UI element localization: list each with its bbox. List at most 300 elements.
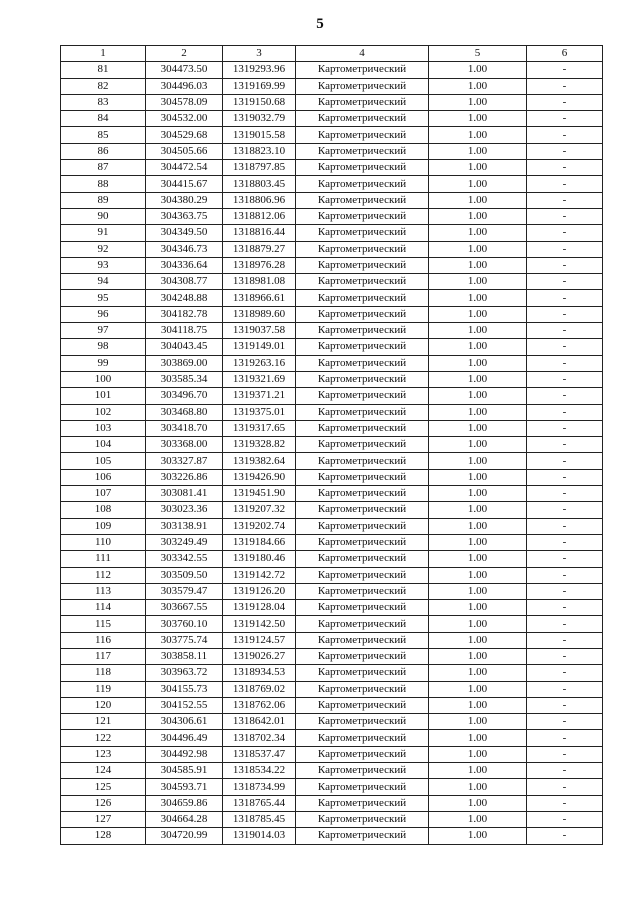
table-row xyxy=(61,323,603,339)
table-row xyxy=(61,143,603,159)
method-cell: Картометрический xyxy=(296,616,429,632)
y-coordinate-cell: 1318762.06 xyxy=(223,697,296,713)
description-cell: - xyxy=(527,681,603,697)
point-number-cell: 125 xyxy=(61,779,146,795)
method-cell: Картометрический xyxy=(296,779,429,795)
point-number-cell: 89 xyxy=(61,192,146,208)
description-cell: - xyxy=(527,62,603,78)
table-row xyxy=(61,290,603,306)
point-number-cell: 88 xyxy=(61,176,146,192)
accuracy-cell: 1.00 xyxy=(429,306,527,322)
table-row xyxy=(61,339,603,355)
table-row xyxy=(61,779,603,795)
table-row xyxy=(61,551,603,567)
point-number-cell: 81 xyxy=(61,62,146,78)
y-coordinate-cell: 1318765.44 xyxy=(223,795,296,811)
x-coordinate-cell: 304585.91 xyxy=(146,763,223,779)
point-number-cell: 119 xyxy=(61,681,146,697)
x-coordinate-cell: 303869.00 xyxy=(146,355,223,371)
y-coordinate-cell: 1319032.79 xyxy=(223,111,296,127)
accuracy-cell: 1.00 xyxy=(429,632,527,648)
method-cell: Картометрический xyxy=(296,746,429,762)
accuracy-cell: 1.00 xyxy=(429,811,527,827)
method-cell: Картометрический xyxy=(296,486,429,502)
table-row xyxy=(61,176,603,192)
y-coordinate-cell: 1319328.82 xyxy=(223,437,296,453)
y-coordinate-cell: 1318806.96 xyxy=(223,192,296,208)
accuracy-cell: 1.00 xyxy=(429,241,527,257)
method-cell: Картометрический xyxy=(296,323,429,339)
point-number-cell: 107 xyxy=(61,486,146,502)
description-cell: - xyxy=(527,323,603,339)
point-number-cell: 117 xyxy=(61,648,146,664)
y-coordinate-cell: 1319371.21 xyxy=(223,388,296,404)
y-coordinate-cell: 1319026.27 xyxy=(223,648,296,664)
method-cell: Картометрический xyxy=(296,176,429,192)
y-coordinate-cell: 1319149.01 xyxy=(223,339,296,355)
x-coordinate-cell: 304346.73 xyxy=(146,241,223,257)
description-cell: - xyxy=(527,583,603,599)
accuracy-cell: 1.00 xyxy=(429,730,527,746)
table-row xyxy=(61,111,603,127)
method-cell: Картометрический xyxy=(296,371,429,387)
table-row xyxy=(61,502,603,518)
table-row xyxy=(61,518,603,534)
y-coordinate-cell: 1318797.85 xyxy=(223,160,296,176)
point-number-cell: 110 xyxy=(61,534,146,550)
accuracy-cell: 1.00 xyxy=(429,502,527,518)
accuracy-cell: 1.00 xyxy=(429,339,527,355)
x-coordinate-cell: 304308.77 xyxy=(146,274,223,290)
accuracy-cell: 1.00 xyxy=(429,143,527,159)
point-number-cell: 106 xyxy=(61,469,146,485)
point-number-cell: 124 xyxy=(61,763,146,779)
description-cell: - xyxy=(527,730,603,746)
y-coordinate-cell: 1319451.90 xyxy=(223,486,296,502)
x-coordinate-cell: 304380.29 xyxy=(146,192,223,208)
x-coordinate-cell: 303368.00 xyxy=(146,437,223,453)
column-header: 1 xyxy=(61,46,146,62)
point-number-cell: 96 xyxy=(61,306,146,322)
y-coordinate-cell: 1318642.01 xyxy=(223,714,296,730)
column-header: 3 xyxy=(223,46,296,62)
description-cell: - xyxy=(527,290,603,306)
y-coordinate-cell: 1318989.60 xyxy=(223,306,296,322)
table-row xyxy=(61,567,603,583)
description-cell: - xyxy=(527,143,603,159)
accuracy-cell: 1.00 xyxy=(429,681,527,697)
y-coordinate-cell: 1318976.28 xyxy=(223,257,296,273)
point-number-cell: 120 xyxy=(61,697,146,713)
point-number-cell: 82 xyxy=(61,78,146,94)
method-cell: Картометрический xyxy=(296,143,429,159)
x-coordinate-cell: 304659.86 xyxy=(146,795,223,811)
description-cell: - xyxy=(527,616,603,632)
description-cell: - xyxy=(527,225,603,241)
x-coordinate-cell: 304043.45 xyxy=(146,339,223,355)
point-number-cell: 97 xyxy=(61,323,146,339)
description-cell: - xyxy=(527,486,603,502)
description-cell: - xyxy=(527,339,603,355)
point-number-cell: 113 xyxy=(61,583,146,599)
x-coordinate-cell: 303496.70 xyxy=(146,388,223,404)
y-coordinate-cell: 1319150.68 xyxy=(223,94,296,110)
table-row xyxy=(61,811,603,827)
description-cell: - xyxy=(527,127,603,143)
accuracy-cell: 1.00 xyxy=(429,518,527,534)
accuracy-cell: 1.00 xyxy=(429,225,527,241)
column-header: 2 xyxy=(146,46,223,62)
accuracy-cell: 1.00 xyxy=(429,714,527,730)
method-cell: Картометрический xyxy=(296,257,429,273)
accuracy-cell: 1.00 xyxy=(429,583,527,599)
description-cell: - xyxy=(527,94,603,110)
method-cell: Картометрический xyxy=(296,290,429,306)
coordinates-table xyxy=(60,45,603,845)
table-row xyxy=(61,388,603,404)
accuracy-cell: 1.00 xyxy=(429,551,527,567)
table-row xyxy=(61,404,603,420)
accuracy-cell: 1.00 xyxy=(429,290,527,306)
point-number-cell: 115 xyxy=(61,616,146,632)
point-number-cell: 128 xyxy=(61,828,146,844)
description-cell: - xyxy=(527,453,603,469)
x-coordinate-cell: 303342.55 xyxy=(146,551,223,567)
x-coordinate-cell: 304492.98 xyxy=(146,746,223,762)
accuracy-cell: 1.00 xyxy=(429,453,527,469)
method-cell: Картометрический xyxy=(296,697,429,713)
table-row xyxy=(61,208,603,224)
accuracy-cell: 1.00 xyxy=(429,274,527,290)
point-number-cell: 100 xyxy=(61,371,146,387)
table-row xyxy=(61,306,603,322)
accuracy-cell: 1.00 xyxy=(429,208,527,224)
table-row xyxy=(61,371,603,387)
description-cell: - xyxy=(527,111,603,127)
point-number-cell: 84 xyxy=(61,111,146,127)
accuracy-cell: 1.00 xyxy=(429,420,527,436)
x-coordinate-cell: 304349.50 xyxy=(146,225,223,241)
description-cell: - xyxy=(527,160,603,176)
y-coordinate-cell: 1318534.22 xyxy=(223,763,296,779)
table-row xyxy=(61,828,603,844)
accuracy-cell: 1.00 xyxy=(429,160,527,176)
table-row xyxy=(61,241,603,257)
description-cell: - xyxy=(527,779,603,795)
x-coordinate-cell: 304496.49 xyxy=(146,730,223,746)
description-cell: - xyxy=(527,208,603,224)
x-coordinate-cell: 303249.49 xyxy=(146,534,223,550)
table-row xyxy=(61,62,603,78)
method-cell: Картометрический xyxy=(296,355,429,371)
accuracy-cell: 1.00 xyxy=(429,469,527,485)
table-row xyxy=(61,437,603,453)
x-coordinate-cell: 303468.80 xyxy=(146,404,223,420)
y-coordinate-cell: 1319263.16 xyxy=(223,355,296,371)
x-coordinate-cell: 303760.10 xyxy=(146,616,223,632)
y-coordinate-cell: 1319375.01 xyxy=(223,404,296,420)
description-cell: - xyxy=(527,795,603,811)
table-row xyxy=(61,486,603,502)
y-coordinate-cell: 1319317.65 xyxy=(223,420,296,436)
x-coordinate-cell: 304336.64 xyxy=(146,257,223,273)
x-coordinate-cell: 303023.36 xyxy=(146,502,223,518)
accuracy-cell: 1.00 xyxy=(429,404,527,420)
y-coordinate-cell: 1319015.58 xyxy=(223,127,296,143)
point-number-cell: 109 xyxy=(61,518,146,534)
x-coordinate-cell: 304593.71 xyxy=(146,779,223,795)
table-row xyxy=(61,453,603,469)
description-cell: - xyxy=(527,257,603,273)
x-coordinate-cell: 303667.55 xyxy=(146,600,223,616)
table-row xyxy=(61,420,603,436)
point-number-cell: 83 xyxy=(61,94,146,110)
method-cell: Картометрический xyxy=(296,567,429,583)
y-coordinate-cell: 1318803.45 xyxy=(223,176,296,192)
description-cell: - xyxy=(527,714,603,730)
y-coordinate-cell: 1318934.53 xyxy=(223,665,296,681)
accuracy-cell: 1.00 xyxy=(429,697,527,713)
accuracy-cell: 1.00 xyxy=(429,62,527,78)
method-cell: Картометрический xyxy=(296,306,429,322)
x-coordinate-cell: 304664.28 xyxy=(146,811,223,827)
y-coordinate-cell: 1319128.04 xyxy=(223,600,296,616)
table-row xyxy=(61,274,603,290)
x-coordinate-cell: 303081.41 xyxy=(146,486,223,502)
y-coordinate-cell: 1319426.90 xyxy=(223,469,296,485)
table-row xyxy=(61,225,603,241)
description-cell: - xyxy=(527,388,603,404)
point-number-cell: 126 xyxy=(61,795,146,811)
method-cell: Картометрический xyxy=(296,225,429,241)
point-number-cell: 102 xyxy=(61,404,146,420)
accuracy-cell: 1.00 xyxy=(429,437,527,453)
y-coordinate-cell: 1318981.08 xyxy=(223,274,296,290)
method-cell: Картометрический xyxy=(296,763,429,779)
y-coordinate-cell: 1318879.27 xyxy=(223,241,296,257)
description-cell: - xyxy=(527,632,603,648)
table-row xyxy=(61,632,603,648)
x-coordinate-cell: 304152.55 xyxy=(146,697,223,713)
x-coordinate-cell: 303963.72 xyxy=(146,665,223,681)
description-cell: - xyxy=(527,811,603,827)
description-cell: - xyxy=(527,665,603,681)
description-cell: - xyxy=(527,192,603,208)
accuracy-cell: 1.00 xyxy=(429,648,527,664)
y-coordinate-cell: 1319014.03 xyxy=(223,828,296,844)
point-number-cell: 114 xyxy=(61,600,146,616)
method-cell: Картометрический xyxy=(296,94,429,110)
y-coordinate-cell: 1319142.72 xyxy=(223,567,296,583)
table-row xyxy=(61,616,603,632)
method-cell: Картометрический xyxy=(296,78,429,94)
y-coordinate-cell: 1318823.10 xyxy=(223,143,296,159)
y-coordinate-cell: 1319321.69 xyxy=(223,371,296,387)
x-coordinate-cell: 304473.50 xyxy=(146,62,223,78)
table-row xyxy=(61,78,603,94)
table-row xyxy=(61,127,603,143)
x-coordinate-cell: 304578.09 xyxy=(146,94,223,110)
method-cell: Картометрический xyxy=(296,583,429,599)
x-coordinate-cell: 304532.00 xyxy=(146,111,223,127)
description-cell: - xyxy=(527,241,603,257)
x-coordinate-cell: 304248.88 xyxy=(146,290,223,306)
description-cell: - xyxy=(527,78,603,94)
method-cell: Картометрический xyxy=(296,192,429,208)
x-coordinate-cell: 303138.91 xyxy=(146,518,223,534)
accuracy-cell: 1.00 xyxy=(429,78,527,94)
description-cell: - xyxy=(527,420,603,436)
x-coordinate-cell: 303226.86 xyxy=(146,469,223,485)
point-number-cell: 86 xyxy=(61,143,146,159)
column-header: 6 xyxy=(527,46,603,62)
method-cell: Картометрический xyxy=(296,714,429,730)
x-coordinate-cell: 303418.70 xyxy=(146,420,223,436)
accuracy-cell: 1.00 xyxy=(429,795,527,811)
accuracy-cell: 1.00 xyxy=(429,176,527,192)
accuracy-cell: 1.00 xyxy=(429,534,527,550)
y-coordinate-cell: 1318812.06 xyxy=(223,208,296,224)
point-number-cell: 111 xyxy=(61,551,146,567)
point-number-cell: 104 xyxy=(61,437,146,453)
point-number-cell: 95 xyxy=(61,290,146,306)
y-coordinate-cell: 1319207.32 xyxy=(223,502,296,518)
point-number-cell: 116 xyxy=(61,632,146,648)
x-coordinate-cell: 304720.99 xyxy=(146,828,223,844)
accuracy-cell: 1.00 xyxy=(429,192,527,208)
method-cell: Картометрический xyxy=(296,600,429,616)
method-cell: Картометрический xyxy=(296,339,429,355)
table-row xyxy=(61,192,603,208)
table-row xyxy=(61,94,603,110)
description-cell: - xyxy=(527,828,603,844)
accuracy-cell: 1.00 xyxy=(429,388,527,404)
column-header: 4 xyxy=(296,46,429,62)
y-coordinate-cell: 1318769.02 xyxy=(223,681,296,697)
table-row xyxy=(61,746,603,762)
method-cell: Картометрический xyxy=(296,534,429,550)
table-row xyxy=(61,763,603,779)
y-coordinate-cell: 1318734.99 xyxy=(223,779,296,795)
method-cell: Картометрический xyxy=(296,828,429,844)
point-number-cell: 103 xyxy=(61,420,146,436)
y-coordinate-cell: 1318537.47 xyxy=(223,746,296,762)
x-coordinate-cell: 303509.50 xyxy=(146,567,223,583)
point-number-cell: 127 xyxy=(61,811,146,827)
description-cell: - xyxy=(527,697,603,713)
method-cell: Картометрический xyxy=(296,127,429,143)
method-cell: Картометрический xyxy=(296,111,429,127)
point-number-cell: 108 xyxy=(61,502,146,518)
accuracy-cell: 1.00 xyxy=(429,746,527,762)
table-row xyxy=(61,534,603,550)
point-number-cell: 118 xyxy=(61,665,146,681)
y-coordinate-cell: 1318785.45 xyxy=(223,811,296,827)
accuracy-cell: 1.00 xyxy=(429,779,527,795)
table-row xyxy=(61,795,603,811)
x-coordinate-cell: 303775.74 xyxy=(146,632,223,648)
table-header-row xyxy=(61,46,603,62)
y-coordinate-cell: 1318966.61 xyxy=(223,290,296,306)
column-header: 5 xyxy=(429,46,527,62)
point-number-cell: 85 xyxy=(61,127,146,143)
description-cell: - xyxy=(527,502,603,518)
point-number-cell: 112 xyxy=(61,567,146,583)
method-cell: Картометрический xyxy=(296,388,429,404)
accuracy-cell: 1.00 xyxy=(429,94,527,110)
method-cell: Картометрический xyxy=(296,502,429,518)
accuracy-cell: 1.00 xyxy=(429,486,527,502)
x-coordinate-cell: 304118.75 xyxy=(146,323,223,339)
point-number-cell: 99 xyxy=(61,355,146,371)
accuracy-cell: 1.00 xyxy=(429,257,527,273)
description-cell: - xyxy=(527,763,603,779)
method-cell: Картометрический xyxy=(296,681,429,697)
point-number-cell: 91 xyxy=(61,225,146,241)
table-row xyxy=(61,714,603,730)
accuracy-cell: 1.00 xyxy=(429,600,527,616)
point-number-cell: 94 xyxy=(61,274,146,290)
description-cell: - xyxy=(527,600,603,616)
y-coordinate-cell: 1319124.57 xyxy=(223,632,296,648)
page-number: 5 xyxy=(316,16,324,32)
x-coordinate-cell: 304415.67 xyxy=(146,176,223,192)
description-cell: - xyxy=(527,648,603,664)
point-number-cell: 90 xyxy=(61,208,146,224)
method-cell: Картометрический xyxy=(296,665,429,681)
point-number-cell: 105 xyxy=(61,453,146,469)
y-coordinate-cell: 1319293.96 xyxy=(223,62,296,78)
table-row xyxy=(61,648,603,664)
y-coordinate-cell: 1318702.34 xyxy=(223,730,296,746)
accuracy-cell: 1.00 xyxy=(429,323,527,339)
point-number-cell: 101 xyxy=(61,388,146,404)
description-cell: - xyxy=(527,534,603,550)
table-row xyxy=(61,355,603,371)
method-cell: Картометрический xyxy=(296,404,429,420)
accuracy-cell: 1.00 xyxy=(429,371,527,387)
accuracy-cell: 1.00 xyxy=(429,828,527,844)
y-coordinate-cell: 1319169.99 xyxy=(223,78,296,94)
description-cell: - xyxy=(527,306,603,322)
method-cell: Картометрический xyxy=(296,469,429,485)
description-cell: - xyxy=(527,518,603,534)
table-row xyxy=(61,665,603,681)
y-coordinate-cell: 1319202.74 xyxy=(223,518,296,534)
accuracy-cell: 1.00 xyxy=(429,355,527,371)
description-cell: - xyxy=(527,371,603,387)
method-cell: Картометрический xyxy=(296,811,429,827)
table-row xyxy=(61,730,603,746)
y-coordinate-cell: 1319382.64 xyxy=(223,453,296,469)
method-cell: Картометрический xyxy=(296,518,429,534)
description-cell: - xyxy=(527,176,603,192)
table-row xyxy=(61,697,603,713)
method-cell: Картометрический xyxy=(296,208,429,224)
method-cell: Картометрический xyxy=(296,632,429,648)
method-cell: Картометрический xyxy=(296,795,429,811)
method-cell: Картометрический xyxy=(296,420,429,436)
y-coordinate-cell: 1319180.46 xyxy=(223,551,296,567)
x-coordinate-cell: 304182.78 xyxy=(146,306,223,322)
x-coordinate-cell: 303858.11 xyxy=(146,648,223,664)
point-number-cell: 121 xyxy=(61,714,146,730)
x-coordinate-cell: 304496.03 xyxy=(146,78,223,94)
description-cell: - xyxy=(527,469,603,485)
x-coordinate-cell: 304472.54 xyxy=(146,160,223,176)
description-cell: - xyxy=(527,274,603,290)
y-coordinate-cell: 1319184.66 xyxy=(223,534,296,550)
